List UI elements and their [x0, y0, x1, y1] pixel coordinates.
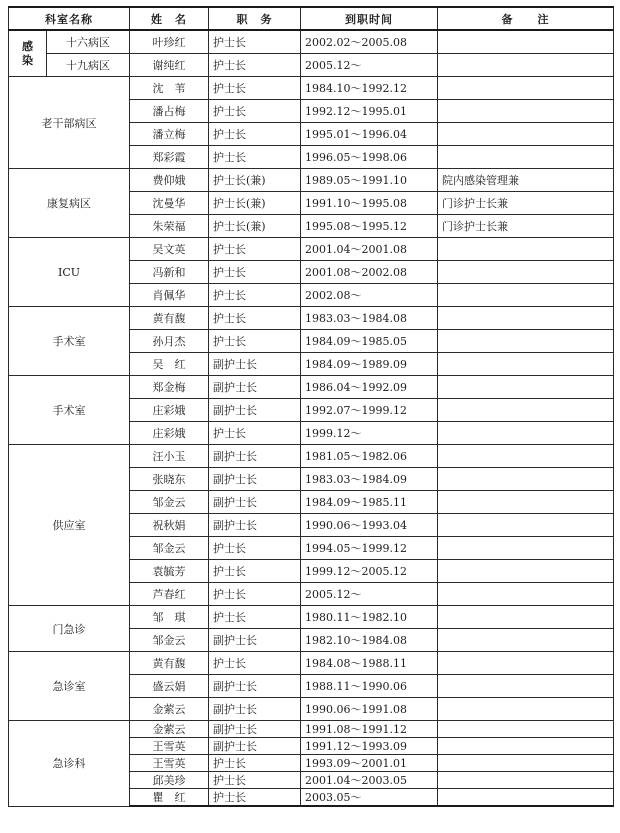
date-cell: 1999.12～2005.12: [301, 560, 438, 583]
name-cell: 庄彩娥: [130, 422, 209, 445]
title-cell: 副护士长: [209, 514, 301, 537]
date-cell: 2001.04～2003.05: [301, 772, 438, 789]
head-nurse-roster-table: [8, 6, 614, 807]
note-cell: [438, 491, 614, 514]
note-cell: [438, 583, 614, 606]
date-cell: 1983.03～1984.08: [301, 307, 438, 330]
name-cell: 邹金云: [130, 491, 209, 514]
name-cell: 郑金梅: [130, 376, 209, 399]
note-cell: [438, 353, 614, 376]
title-cell: 副护士长: [209, 738, 301, 755]
note-cell: [438, 376, 614, 399]
note-cell: [438, 54, 614, 77]
date-cell: 1995.01～1996.04: [301, 123, 438, 146]
name-cell: 沈曼华: [130, 192, 209, 215]
header-row: [9, 7, 614, 30]
title-cell: 护士长: [209, 652, 301, 675]
date-cell: 1999.12～: [301, 422, 438, 445]
date-cell: 1984.09～1985.05: [301, 330, 438, 353]
note-cell: [438, 422, 614, 445]
header-note: 备 注: [438, 7, 614, 30]
title-cell: 副护士长: [209, 399, 301, 422]
date-cell: 2005.12～: [301, 54, 438, 77]
name-cell: 金萦云: [130, 721, 209, 738]
note-cell: [438, 652, 614, 675]
table-row: [9, 376, 614, 399]
title-cell: 护士长(兼): [209, 215, 301, 238]
date-cell: 1995.08～1995.12: [301, 215, 438, 238]
note-cell: [438, 755, 614, 772]
title-cell: 护士长: [209, 77, 301, 100]
title-cell: 副护士长: [209, 675, 301, 698]
dept-cell: 门急诊: [9, 606, 130, 652]
header-date: 到职时间: [301, 7, 438, 30]
title-cell: 护士长: [209, 54, 301, 77]
dept-cell: 康复病区: [9, 169, 130, 238]
table-row: [9, 445, 614, 468]
name-cell: 邱美珍: [130, 772, 209, 789]
note-cell: [438, 468, 614, 491]
name-cell: 沈 苇: [130, 77, 209, 100]
name-cell: 郑彩霞: [130, 146, 209, 169]
table-row: [9, 77, 614, 100]
name-cell: 芦春红: [130, 583, 209, 606]
header-dept: 科室名称: [9, 7, 130, 30]
title-cell: 护士长: [209, 284, 301, 307]
header-name: 姓 名: [130, 7, 209, 30]
name-cell: 庄彩娥: [130, 399, 209, 422]
title-cell: 副护士长: [209, 376, 301, 399]
name-cell: 黄有馥: [130, 652, 209, 675]
date-cell: 1990.06～1993.04: [301, 514, 438, 537]
note-cell: [438, 399, 614, 422]
table-row: [9, 54, 614, 77]
title-cell: 副护士长: [209, 353, 301, 376]
header-title: 职 务: [209, 7, 301, 30]
sub-dept-cell: 十九病区: [47, 54, 130, 77]
note-cell: [438, 123, 614, 146]
name-cell: 叶珍红: [130, 30, 209, 54]
dept-cell-infection: 感 染: [9, 30, 47, 77]
name-cell: 冯新和: [130, 261, 209, 284]
table-row: [9, 721, 614, 738]
note-cell: [438, 606, 614, 629]
dept-cell: 急诊室: [9, 652, 130, 721]
title-cell: 护士长: [209, 789, 301, 807]
title-cell: 护士长: [209, 560, 301, 583]
title-cell: 护士长(兼): [209, 169, 301, 192]
note-cell: [438, 560, 614, 583]
date-cell: 1996.05～1998.06: [301, 146, 438, 169]
date-cell: 1980.11～1982.10: [301, 606, 438, 629]
title-cell: 护士长: [209, 30, 301, 54]
note-cell: 门诊护士长兼: [438, 215, 614, 238]
title-cell: 护士长: [209, 123, 301, 146]
date-cell: 1984.08～1988.11: [301, 652, 438, 675]
sub-dept-cell: 十六病区: [47, 30, 130, 54]
date-cell: 1990.06～1991.08: [301, 698, 438, 721]
name-cell: 瞿 红: [130, 789, 209, 807]
title-cell: 副护士长: [209, 468, 301, 491]
title-cell: 副护士长: [209, 629, 301, 652]
title-cell: 副护士长: [209, 698, 301, 721]
name-cell: 吴文英: [130, 238, 209, 261]
note-cell: [438, 445, 614, 468]
name-cell: 汪小玉: [130, 445, 209, 468]
note-cell: [438, 675, 614, 698]
title-cell: 护士长: [209, 330, 301, 353]
note-cell: [438, 100, 614, 123]
title-cell: 护士长: [209, 606, 301, 629]
date-cell: 1992.07～1999.12: [301, 399, 438, 422]
name-cell: 朱荣福: [130, 215, 209, 238]
name-cell: 谢纯红: [130, 54, 209, 77]
note-cell: [438, 629, 614, 652]
table-row: [9, 652, 614, 675]
date-cell: 1994.05～1999.12: [301, 537, 438, 560]
note-cell: [438, 146, 614, 169]
note-cell: 门诊护士长兼: [438, 192, 614, 215]
note-cell: [438, 698, 614, 721]
name-cell: 孙月杰: [130, 330, 209, 353]
date-cell: 1993.09～2001.01: [301, 755, 438, 772]
title-cell: 护士长: [209, 422, 301, 445]
title-cell: 护士长: [209, 146, 301, 169]
dept-cell: ICU: [9, 238, 130, 307]
note-cell: [438, 330, 614, 353]
note-cell: [438, 238, 614, 261]
title-cell: 护士长: [209, 238, 301, 261]
title-cell: 护士长: [209, 537, 301, 560]
note-cell: 院内感染管理兼: [438, 169, 614, 192]
name-cell: 袁毓芳: [130, 560, 209, 583]
table-row: [9, 30, 614, 54]
date-cell: 1989.05～1991.10: [301, 169, 438, 192]
title-cell: 护士长: [209, 261, 301, 284]
dept-cell: 老干部病区: [9, 77, 130, 169]
title-cell: 副护士长: [209, 445, 301, 468]
date-cell: 1991.10～1995.08: [301, 192, 438, 215]
note-cell: [438, 789, 614, 807]
date-cell: 2005.12～: [301, 583, 438, 606]
title-cell: 护士长: [209, 583, 301, 606]
date-cell: 2003.05～: [301, 789, 438, 807]
date-cell: 1991.08～1991.12: [301, 721, 438, 738]
note-cell: [438, 772, 614, 789]
dept-cell: 手术室: [9, 307, 130, 376]
table-row: [9, 606, 614, 629]
dept-cell: 急诊科: [9, 721, 130, 807]
note-cell: [438, 514, 614, 537]
table-row: [9, 238, 614, 261]
note-cell: [438, 307, 614, 330]
note-cell: [438, 30, 614, 54]
name-cell: 黄有馥: [130, 307, 209, 330]
name-cell: 张晓东: [130, 468, 209, 491]
name-cell: 金萦云: [130, 698, 209, 721]
date-cell: 2001.08～2002.08: [301, 261, 438, 284]
name-cell: 盛云娟: [130, 675, 209, 698]
title-cell: 副护士长: [209, 721, 301, 738]
name-cell: 潘立梅: [130, 123, 209, 146]
name-cell: 吴 红: [130, 353, 209, 376]
note-cell: [438, 537, 614, 560]
name-cell: 邹金云: [130, 537, 209, 560]
date-cell: 1984.10～1992.12: [301, 77, 438, 100]
date-cell: 1984.09～1985.11: [301, 491, 438, 514]
name-cell: 肖佩华: [130, 284, 209, 307]
name-cell: 潘占梅: [130, 100, 209, 123]
date-cell: 1982.10～1984.08: [301, 629, 438, 652]
date-cell: 1986.04～1992.09: [301, 376, 438, 399]
date-cell: 2001.04～2001.08: [301, 238, 438, 261]
title-cell: 护士长: [209, 307, 301, 330]
date-cell: 1984.09～1989.09: [301, 353, 438, 376]
note-cell: [438, 738, 614, 755]
name-cell: 王雪英: [130, 738, 209, 755]
title-cell: 副护士长: [209, 491, 301, 514]
name-cell: 费仰娥: [130, 169, 209, 192]
title-cell: 护士长(兼): [209, 192, 301, 215]
title-cell: 护士长: [209, 755, 301, 772]
name-cell: 邹金云: [130, 629, 209, 652]
note-cell: [438, 261, 614, 284]
date-cell: 2002.02～2005.08: [301, 30, 438, 54]
table-row: [9, 307, 614, 330]
title-cell: 护士长: [209, 772, 301, 789]
date-cell: 2002.08～: [301, 284, 438, 307]
note-cell: [438, 77, 614, 100]
name-cell: 邹 琪: [130, 606, 209, 629]
name-cell: 王雪英: [130, 755, 209, 772]
note-cell: [438, 721, 614, 738]
date-cell: 1988.11～1990.06: [301, 675, 438, 698]
date-cell: 1991.12～1993.09: [301, 738, 438, 755]
dept-cell: 供应室: [9, 445, 130, 606]
date-cell: 1981.05～1982.06: [301, 445, 438, 468]
dept-cell: 手术室: [9, 376, 130, 445]
title-cell: 护士长: [209, 100, 301, 123]
date-cell: 1992.12～1995.01: [301, 100, 438, 123]
date-cell: 1983.03～1984.09: [301, 468, 438, 491]
table-row: [9, 169, 614, 192]
note-cell: [438, 284, 614, 307]
name-cell: 祝秋娟: [130, 514, 209, 537]
